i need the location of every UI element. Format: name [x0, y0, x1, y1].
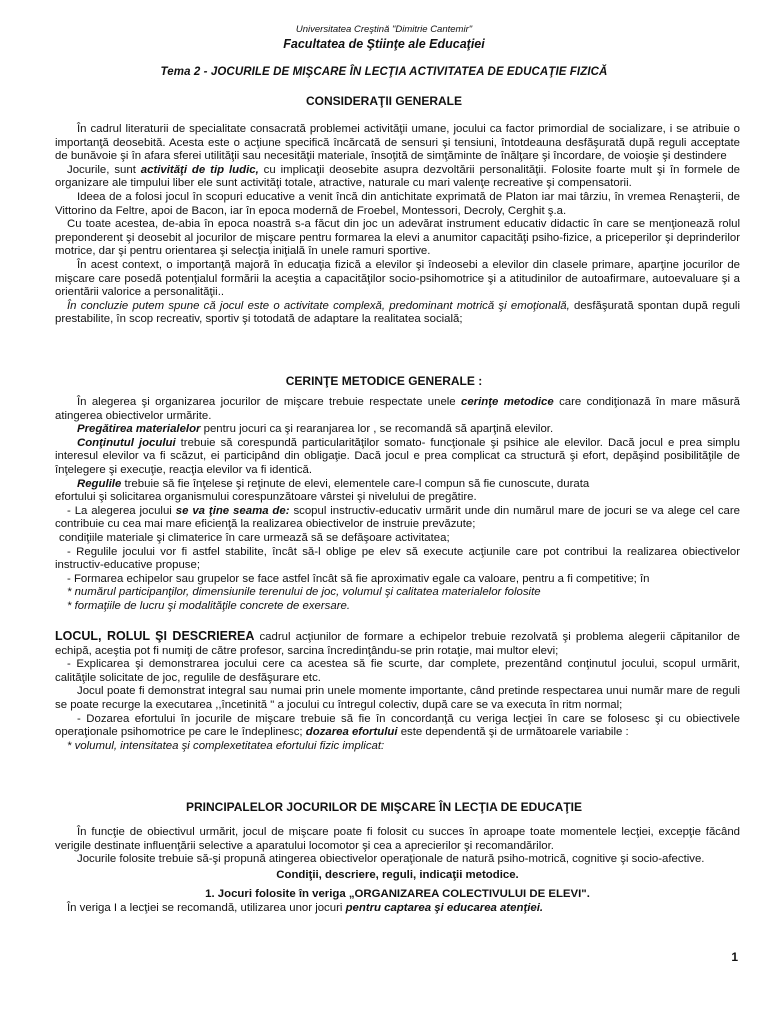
theme-title: Tema 2 - JOCURILE DE MIŞCARE ÎN LECŢIA ACTIVITATEA DE EDUCAŢIE FIZICĂ — [160, 66, 608, 78]
paragraph: - Formarea echipelor sau grupelor se face astfel încât să fie aproximativ egale ca valoare, pentru a fi competitive; în — [67, 572, 650, 585]
paragraph: - Dozarea efortului în jocurile de mişcare trebuie să fie în concordanţă cu veriga lecţiei în care se folosesc şi cu obiectivele operaţionale psihomotrice pe care le îndeplinesc; dozarea efortului este dependentă şi de următoarele variabile : — [55, 712, 740, 739]
paragraph: - La alegerea jocului se va ţine seama de: scopul instructiv-educativ urmărit unde din numărul mare de jocuri se va alege cel care contribuie cu cea mai mare eficienţă la realizarea obiectivelor de instruie prevăzute; — [55, 504, 740, 531]
section-main-games-body — [55, 826, 740, 916]
paragraph: Pregătirea materialelor pentru jocuri ca şi rearanjarea lor , se recomandă să aparţină elevilor. — [77, 423, 554, 436]
paragraph: Conţinutul jocului trebuie să corespundă particularităţilor somato- funcţionale şi psihice ale elevilor. Dacă jocul e prea simplu interesul elevilor va fi scăzut, ei participând din obligaţie. Dacă jocul e prea complicat ca structură şi efort, depăşind posibilităţile de înţelegere şi execuţie, reacţia elevilor va fi identică. — [55, 436, 740, 476]
section-title-considerations: CONSIDERAŢII GENERALE — [305, 94, 462, 108]
paragraph: LOCUL, ROLUL ŞI DESCRIEREA cadrul acţiunilor de formare a echipelor trebuie rezolvată şi problema alegerii căpitanilor de echipă, aceştia pot fi numiţi de către profesor, sarcina încredinţându-se prin rotaţie, mai multor elevi; — [55, 629, 740, 657]
paragraph: Ideea de a folosi jocul în scopuri educative a venit încă din antichitate exprimată de Platon iar mai târziu, în vremea Renaşterii, de Vittorino da Feltre, apoi de Bacon, iar în epoca modernă de Froebel, Montessori, Decroly, Cerghit ş.a. — [55, 190, 740, 217]
page-number: 1 — [731, 950, 738, 964]
paragraph: Jocurile folosite trebuie să-şi propună atingerea obiectivelor operaţionale de natură psiho-motrică, cognitive şi socio-afective. — [77, 853, 705, 866]
section-requirements-body — [55, 396, 740, 614]
paragraph: efortului şi solicitarea organismului corespunzătoare vârstei şi nivelului de pregătire. — [55, 491, 477, 504]
university-name: Universitatea Creştină "Dimitrie Cantemir" — [295, 24, 473, 35]
bullet-item: * volumul, intensitatea şi complexetitatea efortului fizic implicat: — [67, 739, 385, 752]
subheading-conditions: Condiţii, descriere, reguli, indicaţii metodice. — [276, 868, 519, 881]
paragraph: condiţiile materiale şi climaterice în care urmează să se defăşoare activitatea; — [59, 531, 450, 544]
paragraph: În veriga I a lecţiei se recomandă, utilizarea unor jocuri pentru captarea şi educarea atenţiei. — [67, 901, 544, 914]
section-place-role-body — [55, 630, 740, 753]
bullet-item: * numărul participanţilor, dimensiunile terenului de joc, volumul şi calitatea materialelor folosite — [67, 586, 541, 599]
paragraph: - Explicarea şi demonstrarea jocului cere ca acestea să fie scurte, dar complete, prezentând conţinutul jocului, scopul urmărit, calităţile solicitate de joc, regulile de desfăşurare etc. — [55, 658, 740, 684]
section-considerations-body — [55, 123, 740, 327]
paragraph: Jocurile, sunt activităţi de tip ludic, cu implicaţii deosebite asupra dezvoltării personalităţii. Folosite foarte mult şi în formele de organizare ale timpului liber ele sunt activităţi totale, atractive, naturale cu mari valenţe recreative şi compensatorii. — [55, 163, 740, 190]
paragraph: În funcţie de obiectivul urmărit, jocul de mişcare poate fi folosit cu succes în aproape toate momentele lecţiei, excepţie făcând verigile destinate influenţării selective a aparatului locomotor şi cea a aprecierilor şi recomandărilor. — [55, 826, 740, 852]
section-title-place-role: LOCUL, ROLUL ŞI DESCRIEREA — [55, 629, 255, 643]
paragraph: Cu toate acestea, de-abia în epoca noastră s-a făcut din joc un adevărat instrument educativ didactic în care se menţionează rolul preponderent şi deosebit al jocurilor de mişcare pentru formarea la elevi a anumitor capacităţi psiho-fizice, a priceperilor şi deprinderilor motrice, dar şi pentru orientarea şi selecţia iniţială în unele ramuri sportive. — [55, 218, 740, 258]
section-title-main-games: PRINCIPALELOR JOCURILOR DE MIŞCARE ÎN LECŢIA DE EDUCAŢIE — [185, 800, 583, 814]
paragraph: În alegerea şi organizarea jocurilor de mişcare trebuie respectate unele cerinţe metodice care condiţionază în mare măsură atingerea obiectivelor urmărite. — [55, 396, 741, 422]
section-title-methodical-requirements: CERINŢE METODICE GENERALE : — [285, 374, 483, 388]
paragraph: - Regulile jocului vor fi astfel stabilite, încât să-l oblige pe elev să execute acţiunile care pot contribui la realizarea obiectivelor instructiv-educative propuse; — [55, 545, 740, 572]
paragraph: Jocul poate fi demonstrat integral sau numai prin unele momente importante, când pretinde respectarea unui număr mare de reguli se poate recurge la executarea ,,încetinită " a jocului cu întregul colectiv, după care se va executa în ritm normal; — [55, 685, 740, 711]
paragraph: În acest context, o importanţă majoră în educaţia fizică a elevilor şi îndeosebi a elevilor din clasele primare, aparţine jocurilor de mişcare care posedă potenţialul formării la aceştia a capacităţilor socio-psihomotrice şi a atitudinilor de autoafirmare, autoevaluare şi a orientării valorice a personalităţii.. — [55, 258, 740, 299]
faculty-name: Facultatea de Ştiinţe ale Educaţiei — [283, 37, 485, 51]
paragraph: Regulile trebuie să fie înţelese şi reţinute de elevi, elementele care-l compun să fie cunoscute, durata — [77, 477, 590, 490]
subheading-organization-games: 1. Jocuri folosite în veriga „ORGANIZAREA COLECTIVULUI DE ELEVI". — [205, 888, 590, 901]
paragraph: În cadrul literaturii de specialitate consacrată problemei activităţii umane, jocului ca factor primordial de socializare, i se atribuie o importanţă deosebită. Acesta este o acţiune specifică încărcată de sensuri şi tensiuni, întotdeauna desfăşurată după reguli acceptate de bunăvoie şi în afara sferei utilităţii sau necesităţii materiale, însoţită de simţăminte de înălţare şi încordare, de voioşie şi destindere — [55, 123, 740, 163]
paragraph: În concluzie putem spune că jocul este o activitate complexă, predominant motrică şi emoţională, desfăşurată spontan după reguli prestabilite, în scop recreativ, sportiv şi totodată de adaptare la realitatea socială; — [55, 299, 740, 326]
bullet-item: * formaţiile de lucru şi modalităţile concrete de exersare. — [67, 599, 350, 612]
